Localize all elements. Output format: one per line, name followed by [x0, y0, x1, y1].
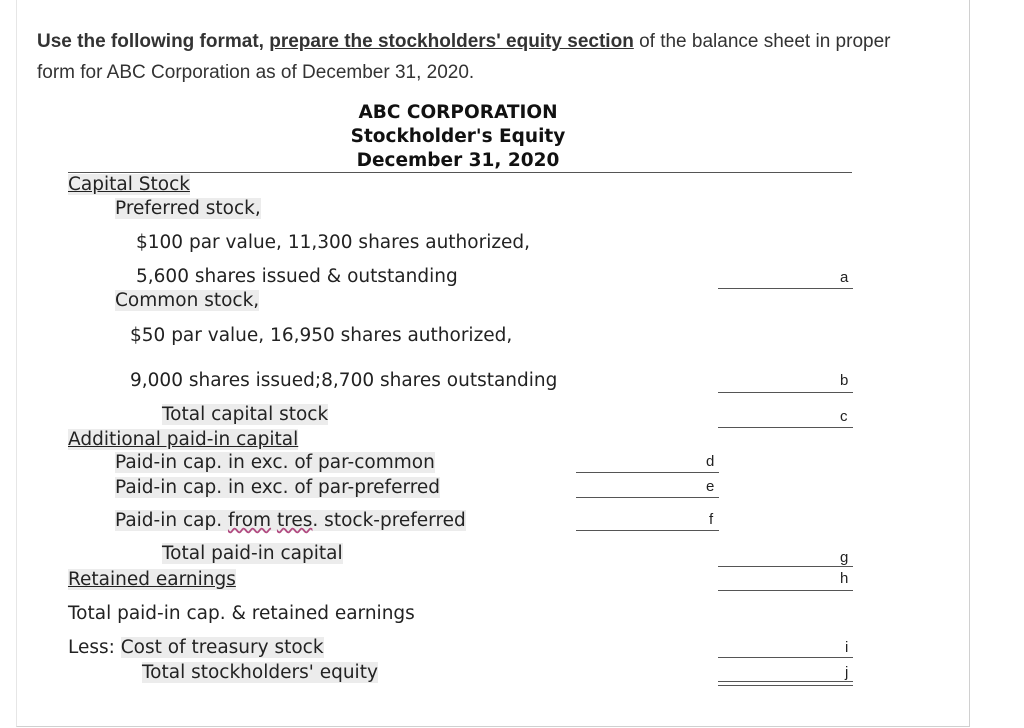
common-desc-1: $50 par value, 16,950 shares authorized,	[130, 325, 513, 346]
blank-i-line[interactable]	[718, 657, 853, 658]
instruction-line-2: form for ABC Corporation as of December 31, 2020.	[37, 62, 475, 83]
common-stock-label: Common stock,	[115, 290, 260, 311]
preferred-desc-2: 5,600 shares issued & outstanding	[136, 266, 458, 287]
less-prefix: Less:	[68, 637, 121, 658]
preferred-desc-1: $100 par value, 11,300 shares authorized,	[136, 232, 531, 253]
blank-f-line[interactable]	[576, 530, 719, 531]
instruction-line-1	[37, 31, 890, 53]
pic-preferred-label: Paid-in cap. in exc. of par-preferred	[115, 477, 441, 498]
header-rule	[68, 172, 852, 173]
total-pic-re-label: Total paid-in cap. & retained earnings	[68, 603, 415, 624]
retained-earnings-label: Retained earnings	[68, 569, 236, 590]
blank-j-line[interactable]	[718, 681, 853, 682]
pic-treasury-part-b: from	[227, 510, 272, 531]
blank-d-letter: d	[706, 453, 715, 470]
blank-b-letter: b	[840, 372, 849, 389]
pic-treasury-part-d: tres	[276, 510, 313, 531]
blank-d-line[interactable]	[576, 472, 719, 473]
blank-a-letter: a	[840, 269, 849, 286]
instruction-rest: of the balance sheet in proper	[633, 31, 891, 52]
pic-treasury-label	[115, 510, 466, 531]
common-desc-2: 9,000 shares issued;8,700 shares outstanding	[130, 370, 558, 391]
pic-treasury-part-e: . stock-preferred	[312, 510, 466, 531]
blank-g-line[interactable]	[718, 566, 853, 567]
blank-j-letter: j	[845, 664, 849, 681]
blank-e-line[interactable]	[576, 497, 719, 498]
blank-j-double-line	[718, 685, 853, 686]
blank-f-letter: f	[709, 511, 714, 528]
statement-title: Stockholder's Equity	[350, 126, 566, 147]
blank-e-letter: e	[706, 478, 715, 495]
blank-h-line[interactable]	[718, 590, 853, 591]
company-name: ABC CORPORATION	[358, 102, 558, 123]
pic-treasury-part-a: Paid-in cap.	[115, 510, 228, 531]
blank-c-line[interactable]	[718, 427, 853, 428]
instruction-lead: Use the following format,	[37, 31, 270, 52]
blank-i-letter: i	[845, 639, 849, 656]
blank-a-line[interactable]	[718, 288, 853, 289]
apic-heading: Additional paid-in capital	[68, 429, 299, 450]
cost-treasury-label: Cost of treasury stock	[120, 637, 324, 658]
blank-g-letter: g	[840, 549, 849, 566]
treasury-row	[68, 637, 324, 658]
preferred-stock-label: Preferred stock,	[115, 198, 261, 219]
total-pic-label: Total paid-in capital	[162, 543, 343, 564]
statement-date: December 31, 2020	[356, 150, 560, 171]
total-capital-stock-label: Total capital stock	[162, 404, 329, 425]
instruction-task: prepare the stockholders' equity section	[269, 31, 634, 52]
blank-h-letter: h	[840, 570, 849, 587]
capital-stock-heading: Capital Stock	[68, 174, 190, 195]
blank-c-letter: c	[840, 408, 848, 425]
pic-common-label: Paid-in cap. in exc. of par-common	[115, 452, 435, 473]
total-se-label: Total stockholders' equity	[142, 662, 378, 683]
blank-b-line[interactable]	[718, 392, 853, 393]
